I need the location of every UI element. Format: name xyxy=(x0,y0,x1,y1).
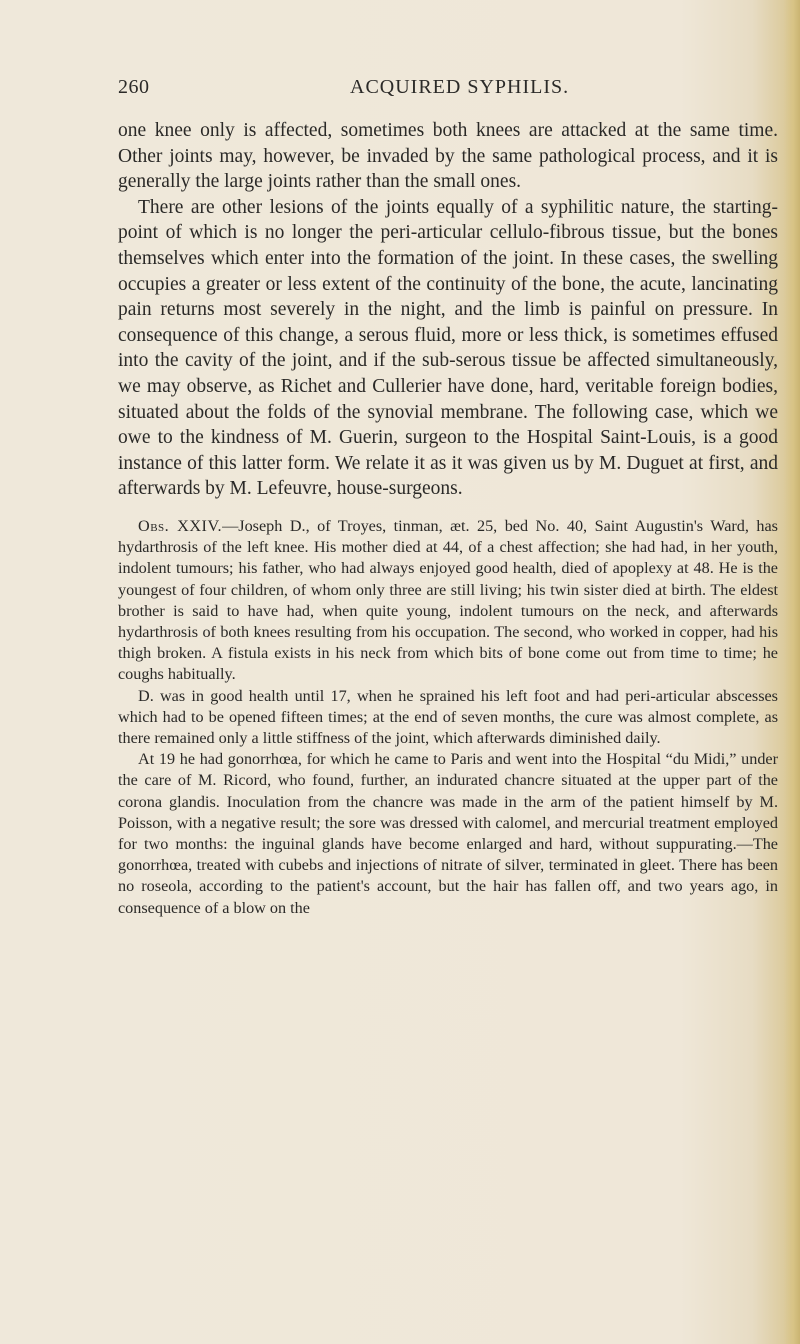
case-paragraph: At 19 he had gonorrhœa, for which he came to Paris and went into the Hospital “du Midi,” under the care of M. Ricord, who found, further, an indurated chancre situated at the upper part of the corona glandis. Inoculation from the chancre was made in the arm of the patient himself by M. Poisson, with a negative result; the sore was dressed with calomel, and mercurial treatment employed for two months: the inguinal glands have become enlarged and hard, without suppurating.—The gonorrhœa, treated with cubebs and injections of nitrate of silver, terminated in gleet. There has been no roseola, according to the patient's account, but the hair has fallen off, and two years ago, in consequence of a blow on the xyxy=(118,750,778,917)
page-header xyxy=(118,76,778,108)
case-paragraph: D. was in good health until 17, when he sprained his left foot and had peri-articular abscesses which had to be opened fifteen times; at the end of seven months, the cure was almost complete, as there remained only a little stiffness of the joint, which afterwards diminished daily. xyxy=(118,686,778,747)
page-edge-shading xyxy=(784,0,800,1344)
paragraph: There are other lesions of the joints equally of a syphilitic nature, the starting-point of which is no longer the peri-articular cellulo-fibrous tissue, but the bones themselves which enter into the formation of the joint. In these cases, the swelling occupies a greater or less extent of the continuity of the bone, the acute, lancinating pain returns most severely in the night, and the limb is painful on pressure. In consequence of this change, a serous fluid, more or less thick, is sometimes effused into the cavity of the joint, and if the sub-serous tissue be affected simultaneously, we may observe, as Richet and Cullerier have done, hard, veritable foreign bodies, situated about the folds of the synovial membrane. The following case, which we owe to the kindness of M. Guerin, surgeon to the Hospital Saint-Louis, is a good instance of this latter form. We relate it as it was given us by M. Duguet at first, and afterwards by M. Lefeuvre, house-surgeons. xyxy=(118,196,778,500)
paragraph: one knee only is affected, sometimes both knees are attacked at the same time. Other joints may, however, be invaded by the same pathological process, and it is generally the large joints rather than the small ones. xyxy=(118,120,778,193)
case-observation xyxy=(118,516,778,919)
running-head: ACQUIRED SYPHILIS. xyxy=(350,76,570,98)
case-text: —Joseph D., of Troyes, tinman, æt. 25, bed No. 40, Saint Augustin's Ward, has hydarthrosis of the left knee. His mother died at 44, of a chest affection; she had had, in her youth, indolent tumours; his father, who had always enjoyed good health, died of apoplexy at 48. He is the youngest of four children, of whom only three are still living; his twin sister died at birth. The eldest brother is said to have had, when quite young, indolent tumours on the neck, and afterwards hydarthrosis of both knees resulting from his occupation. The second, who worked in copper, had his thigh broken. A fistula exists in his neck from which bits of bone come out from time to time; he coughs habitually. xyxy=(118,516,778,684)
page-number: 260 xyxy=(118,76,150,98)
case-paragraph xyxy=(118,516,778,686)
main-text xyxy=(118,118,778,919)
case-label: Obs. XXIV. xyxy=(138,516,223,535)
